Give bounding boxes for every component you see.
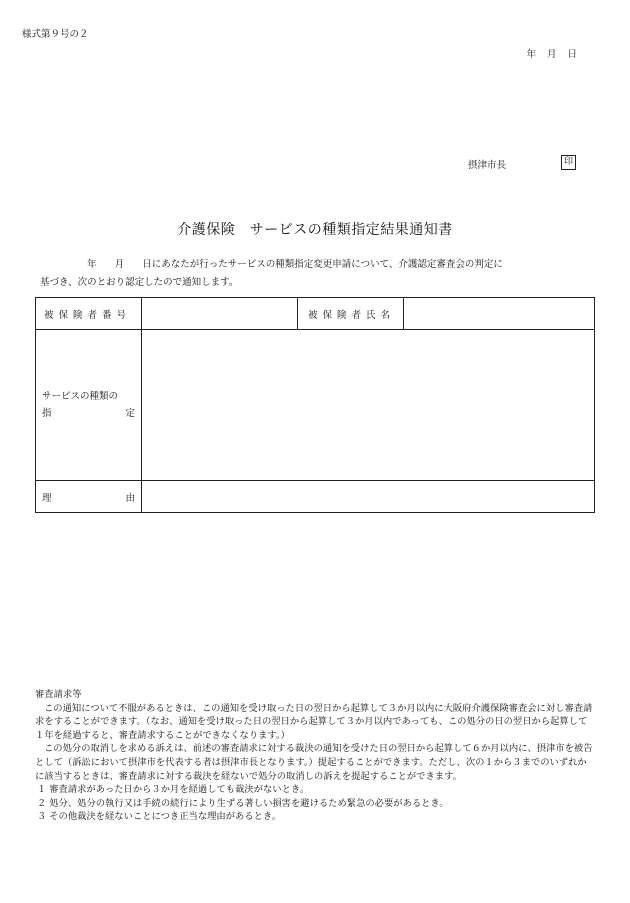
date-day: 日 — [567, 49, 578, 60]
form-number: 様式第９号の２ — [22, 29, 89, 40]
service-label-line1: サービスの種類の — [42, 391, 119, 402]
notice-item-2: ２ 処分、処分の執行又は手続の続行により生ずる著しい損害を避けるため緊急の必要があるとき。 — [37, 797, 449, 809]
table-row — [36, 298, 595, 330]
notice-heading: 審査請求等 — [35, 689, 82, 700]
insured-number-value[interactable] — [142, 298, 298, 330]
service-label-left: 指 — [42, 408, 52, 419]
issuer-name: 摂津市長 — [468, 160, 507, 171]
service-type-label — [36, 330, 142, 481]
reason-label-right: 由 — [125, 492, 135, 504]
service-type-value[interactable] — [142, 330, 595, 481]
notice-item-3: ３ その他裁決を経ないことにつき正当な理由があるとき。 — [37, 811, 282, 823]
reason-label-left: 理 — [42, 492, 52, 504]
date-month: 月 — [546, 49, 558, 60]
intro-year: 年 — [87, 259, 97, 270]
result-table — [35, 297, 595, 513]
table-row — [36, 330, 595, 481]
service-label-right: 定 — [125, 408, 135, 419]
insured-name-label: 被保険者氏名 — [298, 298, 404, 330]
seal-stamp: 印 — [561, 155, 576, 170]
notice-paragraph-2: この処分の取消しを求める訴えは、前述の審査請求に対する裁決の通知を受けた日の翌日から起算して６か月以内に、摂津市を被告として（訴訟において摂津市を代表する者は摂津市長となります。）提起することができます。ただし、次の１から３までのいずれかに該当するときは、審査請求に対する裁決を経ないで処分の取消しの訴えを提起することができます。 — [35, 743, 593, 782]
table-row — [36, 481, 595, 513]
date-line — [526, 46, 578, 60]
reason-value[interactable] — [142, 481, 595, 513]
intro-line1: 日にあなたが行ったサービスの種類指定変更申請について、介護認定審査会の判定に — [142, 259, 503, 270]
insured-number-label: 被保険者番号 — [36, 298, 142, 330]
intro-month: 月 — [114, 259, 125, 270]
notice-paragraph-1: この通知について不服があるときは、この通知を受け取った日の翌日から起算して３か月以内に大阪府介護保険審査会に対し審査請求をすることができます。（なお、通知を受け取った日の翌日から起算して３か月以内であっても、この処分の日の翌日から起算して１年を経過すると、審査請求することができなくなります。） — [35, 702, 593, 741]
insured-name-value[interactable] — [404, 298, 595, 330]
document-title: 介護保険 サービスの種類指定結果通知書 — [177, 222, 453, 238]
intro-text — [40, 256, 600, 292]
reason-label — [36, 481, 142, 513]
intro-line2: 基づき、次のとおり認定したので通知します。 — [40, 277, 239, 288]
date-year: 年 — [526, 49, 537, 60]
appeal-notice — [35, 688, 595, 824]
notice-item-1: １ 審査請求があった日から３か月を経過しても裁決がないとき。 — [37, 784, 310, 796]
